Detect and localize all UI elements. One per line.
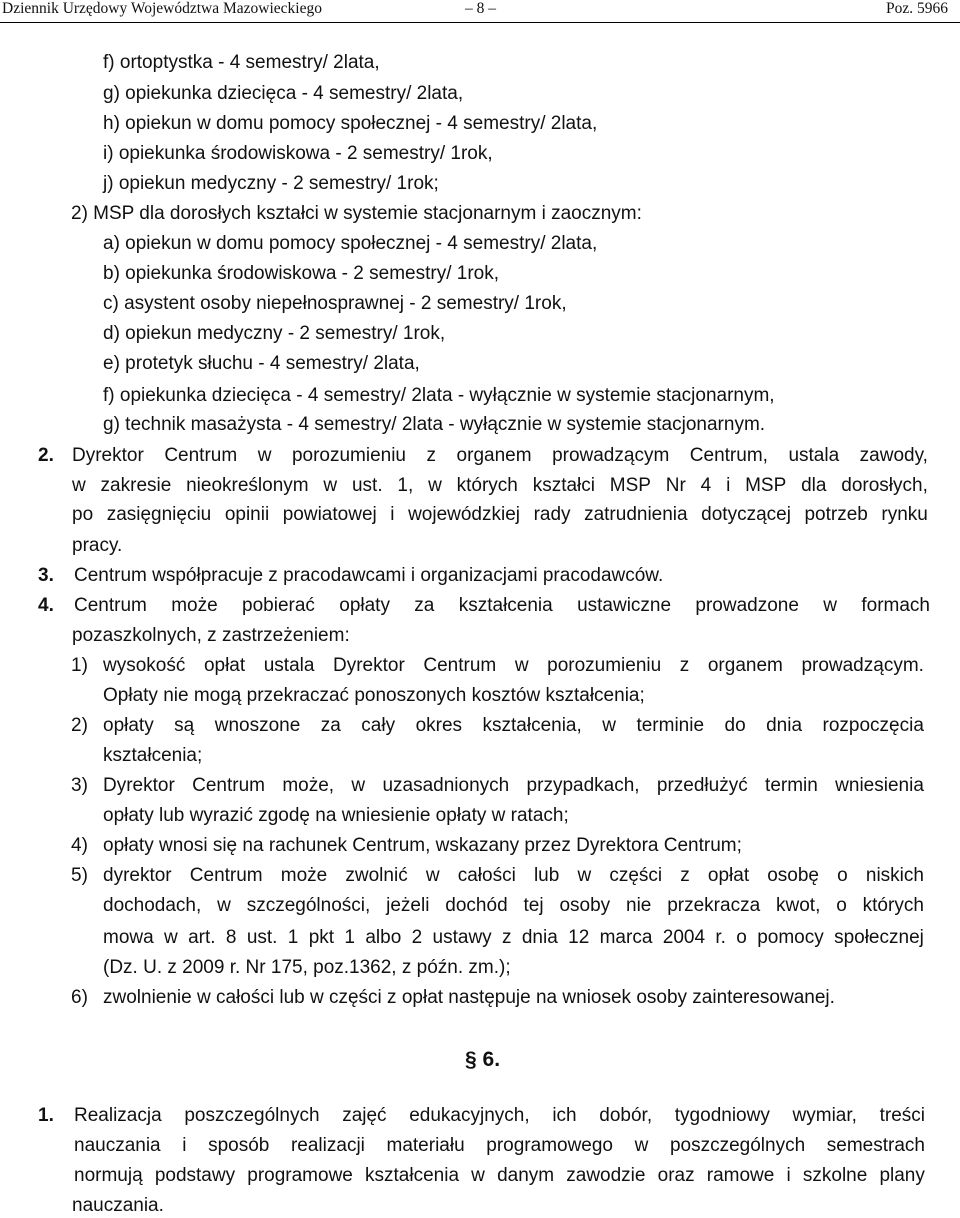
word: z bbox=[679, 655, 690, 676]
word: z bbox=[680, 865, 690, 886]
list-item: h) opiekun w domu pomocy społecznej - 4 semestry/ 2lata, bbox=[103, 113, 598, 134]
paragraph-line bbox=[74, 1104, 925, 1128]
word: opłat bbox=[203, 655, 246, 676]
position-number: Poz. 5966 bbox=[886, 0, 948, 17]
word: pomocy bbox=[757, 927, 824, 948]
word: opłaty bbox=[339, 595, 390, 616]
paragraph-line: pozaszkolnych, z zastrzeżeniem: bbox=[72, 625, 350, 646]
word: porozumieniu bbox=[291, 445, 407, 466]
word: 2 bbox=[411, 927, 423, 948]
word: w bbox=[471, 1165, 485, 1186]
word: społecznej bbox=[834, 927, 924, 948]
item-line bbox=[103, 654, 924, 678]
paragraph-line bbox=[74, 594, 930, 618]
list-item: f) opiekunka dziecięca - 4 semestry/ 2lata - wyłącznie w systemie stacjonarnym, bbox=[103, 385, 775, 406]
section-heading: § 6. bbox=[465, 1048, 501, 1071]
item-line bbox=[103, 714, 924, 738]
word: i bbox=[390, 504, 395, 525]
word: Centrum bbox=[164, 445, 238, 466]
word: potrzeb bbox=[804, 504, 868, 525]
word: materiału bbox=[386, 1135, 465, 1156]
word: Dyrektor bbox=[103, 775, 175, 796]
word: semestrach bbox=[826, 1135, 925, 1156]
paragraph-line bbox=[74, 1134, 925, 1158]
word: dochód bbox=[445, 895, 508, 916]
word: o bbox=[736, 927, 747, 948]
word: Centrum bbox=[74, 595, 147, 616]
word: MSP bbox=[745, 475, 787, 496]
word: nie bbox=[626, 895, 652, 916]
word: 1 bbox=[287, 927, 299, 948]
word: prowadzone bbox=[695, 595, 799, 616]
word: w bbox=[602, 715, 616, 736]
word: osoby bbox=[559, 895, 611, 916]
item-line: (Dz. U. z 2009 r. Nr 175, poz.1362, z późn. zm.); bbox=[103, 957, 511, 978]
word: ust. bbox=[351, 475, 383, 496]
list-item: g) opiekunka dziecięca - 4 semestry/ 2lata, bbox=[103, 83, 464, 104]
word: jeżeli bbox=[386, 895, 430, 916]
word: Dyrektor bbox=[72, 445, 144, 466]
word: powiatowej bbox=[282, 504, 377, 525]
word: części bbox=[609, 865, 663, 886]
word: osobę bbox=[767, 865, 820, 886]
word: zwolnić bbox=[345, 865, 408, 886]
word: 1, bbox=[397, 475, 414, 496]
word: zasięgnięciu bbox=[106, 504, 212, 525]
word: zatrudnienia bbox=[584, 504, 688, 525]
word: Centrum bbox=[423, 655, 497, 676]
item-line bbox=[103, 894, 924, 918]
list-item: i) opiekunka środowiskowa - 2 semestry/ 1rok, bbox=[103, 143, 493, 164]
word: organem bbox=[707, 655, 783, 676]
word: Centrum bbox=[192, 775, 265, 796]
word: ramowe bbox=[706, 1165, 775, 1186]
word: r. bbox=[715, 927, 726, 948]
word: Realizacja bbox=[74, 1105, 162, 1126]
item-label: 1) bbox=[71, 655, 88, 676]
word: i bbox=[182, 1135, 187, 1156]
word: prowadzącym. bbox=[801, 655, 924, 676]
word: wysokość bbox=[103, 655, 186, 676]
word: ustala bbox=[788, 445, 840, 466]
word: kształcenia bbox=[365, 1165, 460, 1186]
word: danym bbox=[497, 1165, 555, 1186]
item-label: 2) bbox=[71, 715, 88, 736]
word: normują bbox=[74, 1165, 143, 1186]
paragraph-number: 2. bbox=[38, 445, 54, 466]
list-item: d) opiekun medyczny - 2 semestry/ 1rok, bbox=[103, 323, 446, 344]
word: za bbox=[320, 715, 341, 736]
item-line: opłaty wnosi się na rachunek Centrum, wskazany przez Dyrektora Centrum; bbox=[103, 835, 742, 856]
word: realizacji bbox=[290, 1135, 365, 1156]
word: rady bbox=[533, 504, 571, 525]
word: z bbox=[502, 927, 512, 948]
word: w bbox=[428, 475, 442, 496]
word: przekracza bbox=[667, 895, 761, 916]
word: w bbox=[164, 927, 178, 948]
word: 8 bbox=[225, 927, 237, 948]
word: kształcenia, bbox=[482, 715, 582, 736]
paragraph-line: nauczania. bbox=[72, 1195, 164, 1216]
word: pobierać bbox=[242, 595, 315, 616]
word: treści bbox=[879, 1105, 925, 1126]
word: Centrum bbox=[189, 865, 263, 886]
word: marca bbox=[599, 927, 653, 948]
list-item: c) asystent osoby niepełnosprawnej - 2 semestry/ 1rok, bbox=[103, 293, 567, 314]
word: tygodniowy bbox=[674, 1105, 770, 1126]
word: w bbox=[823, 595, 838, 616]
word: za bbox=[414, 595, 435, 616]
word: programowego bbox=[486, 1135, 614, 1156]
list-item: j) opiekun medyczny - 2 semestry/ 1rok; bbox=[103, 173, 439, 194]
item-label: 5) bbox=[71, 865, 88, 886]
word: Centrum, bbox=[689, 445, 768, 466]
word: wniesienia bbox=[835, 775, 924, 796]
word: zajęć bbox=[342, 1105, 387, 1126]
word: i bbox=[726, 475, 731, 496]
word: lub bbox=[533, 865, 560, 886]
word: o bbox=[837, 865, 848, 886]
list-item: e) protetyk słuchu - 4 semestry/ 2lata, bbox=[103, 353, 420, 374]
word: sposób bbox=[208, 1135, 270, 1156]
paragraph-number: 3. bbox=[38, 565, 54, 586]
word: całości bbox=[457, 865, 516, 886]
word: art. bbox=[188, 927, 216, 948]
word: porozumieniu bbox=[547, 655, 662, 676]
word: z bbox=[426, 445, 437, 466]
word: kształcenia bbox=[458, 595, 553, 616]
word: dnia bbox=[521, 927, 558, 948]
word: poszczególnych bbox=[669, 1135, 806, 1156]
word: może, bbox=[282, 775, 335, 796]
word: do bbox=[724, 715, 746, 736]
word: rozpoczęcia bbox=[822, 715, 924, 736]
word: dla bbox=[801, 475, 827, 496]
list-item: a) opiekun w domu pomocy społecznej - 4 semestry/ 2lata, bbox=[103, 233, 598, 254]
word: dorosłych, bbox=[841, 475, 928, 496]
item-line: Opłaty nie mogą przekraczać ponoszonych kosztów kształcenia; bbox=[103, 685, 645, 706]
word: cały bbox=[361, 715, 396, 736]
word: w bbox=[72, 475, 86, 496]
word: w bbox=[577, 865, 592, 886]
word: uzasadnionych bbox=[382, 775, 510, 796]
page-number: – 8 – bbox=[465, 0, 496, 17]
item-line: kształcenia; bbox=[103, 745, 203, 766]
item-line: zwolnienie w całości lub w części z opłat następuje na wniosek osoby zainteresowanej. bbox=[103, 987, 835, 1008]
word: zawodzie bbox=[566, 1165, 646, 1186]
word: po bbox=[72, 504, 94, 525]
word: ich bbox=[552, 1105, 577, 1126]
word: może bbox=[280, 865, 328, 886]
list-item: g) technik masażysta - 4 semestry/ 2lata - wyłącznie w systemie stacjonarnym. bbox=[103, 414, 766, 435]
word: tej bbox=[523, 895, 544, 916]
word: szkolne bbox=[802, 1165, 868, 1186]
word: pkt bbox=[308, 927, 335, 948]
word: przedłużyć bbox=[656, 775, 748, 796]
word: dochodach, bbox=[103, 895, 202, 916]
word: nauczania bbox=[74, 1135, 161, 1156]
item-line bbox=[103, 774, 924, 798]
word: 4 bbox=[700, 475, 712, 496]
list-item: b) opiekunka środowiskowa - 2 semestry/ 1rok, bbox=[103, 263, 499, 284]
word: zawody, bbox=[859, 445, 928, 466]
paragraph-line: Centrum współpracuje z pracodawcami i organizacjami pracodawców. bbox=[74, 565, 664, 586]
word: w bbox=[634, 1135, 649, 1156]
word: 12 bbox=[568, 927, 590, 948]
word: Nr bbox=[665, 475, 686, 496]
word: których bbox=[862, 895, 924, 916]
item-label: 6) bbox=[71, 987, 88, 1008]
word: dyrektor bbox=[103, 865, 172, 886]
word: nieokreślonym bbox=[186, 475, 309, 496]
word: kwot, bbox=[776, 895, 821, 916]
word: ust. bbox=[246, 927, 278, 948]
word: edukacyjnych, bbox=[409, 1105, 530, 1126]
item-label: 3) bbox=[71, 775, 88, 796]
paragraph-line bbox=[72, 474, 928, 498]
item-line bbox=[103, 926, 924, 950]
item-label: 4) bbox=[71, 835, 88, 856]
word: wojewódzkiej bbox=[408, 504, 521, 525]
list-item: f) ortoptystka - 4 semestry/ 2lata, bbox=[103, 52, 380, 73]
word: o bbox=[836, 895, 847, 916]
word: ustawiczne bbox=[577, 595, 672, 616]
word: okres bbox=[415, 715, 463, 736]
paragraph-number: 1. bbox=[38, 1105, 54, 1126]
word: w bbox=[351, 775, 366, 796]
word: szczególności, bbox=[246, 895, 371, 916]
word: i bbox=[786, 1165, 791, 1186]
paragraph-line bbox=[72, 444, 928, 468]
word: ustawy bbox=[432, 927, 492, 948]
paragraph-number: 4. bbox=[38, 595, 54, 616]
word: 1 bbox=[344, 927, 355, 948]
page-header bbox=[0, 0, 960, 23]
word: termin bbox=[765, 775, 818, 796]
item-line: opłaty lub wyrazić zgodę na wniesienie opłaty w ratach; bbox=[103, 805, 569, 826]
word: dotyczącej bbox=[701, 504, 791, 525]
word: w bbox=[217, 895, 231, 916]
word: kształci bbox=[532, 475, 595, 496]
word: Dyrektor bbox=[333, 655, 405, 676]
word: programowe bbox=[247, 1165, 353, 1186]
word: których bbox=[456, 475, 518, 496]
word: 2004 bbox=[662, 927, 706, 948]
word: przypadkach, bbox=[526, 775, 640, 796]
list-item: 2) MSP dla dorosłych kształci w systemie stacjonarnym i zaocznym: bbox=[71, 203, 642, 224]
word: prowadzącym bbox=[552, 445, 670, 466]
word: są bbox=[174, 715, 195, 736]
paragraph-line bbox=[72, 503, 928, 527]
word: formach bbox=[861, 595, 930, 616]
word: w bbox=[514, 655, 529, 676]
word: w bbox=[257, 445, 272, 466]
word: ustala bbox=[263, 655, 315, 676]
word: wnoszone bbox=[214, 715, 301, 736]
word: poszczególnych bbox=[184, 1105, 320, 1126]
word: opinii bbox=[224, 504, 270, 525]
word: opłaty bbox=[103, 715, 154, 736]
word: mowa bbox=[103, 927, 154, 948]
paragraph-line: pracy. bbox=[72, 535, 123, 556]
word: zakresie bbox=[100, 475, 172, 496]
paragraph-line bbox=[74, 1164, 925, 1188]
word: podstawy bbox=[154, 1165, 236, 1186]
word: może bbox=[171, 595, 218, 616]
word: dobór, bbox=[599, 1105, 653, 1126]
word: organem bbox=[456, 445, 532, 466]
word: w bbox=[323, 475, 338, 496]
word: MSP bbox=[609, 475, 651, 496]
word: oraz bbox=[657, 1165, 695, 1186]
word: w bbox=[425, 865, 440, 886]
journal-title: Dziennik Urzędowy Województwa Mazowieckiego bbox=[2, 0, 322, 17]
word: opłat bbox=[707, 865, 750, 886]
item-line bbox=[103, 864, 924, 888]
word: niskich bbox=[865, 865, 924, 886]
word: rynku bbox=[881, 504, 928, 525]
word: plany bbox=[879, 1165, 925, 1186]
word: albo bbox=[365, 927, 402, 948]
word: wymiar, bbox=[792, 1105, 857, 1126]
word: dnia bbox=[766, 715, 803, 736]
word: terminie bbox=[636, 715, 705, 736]
